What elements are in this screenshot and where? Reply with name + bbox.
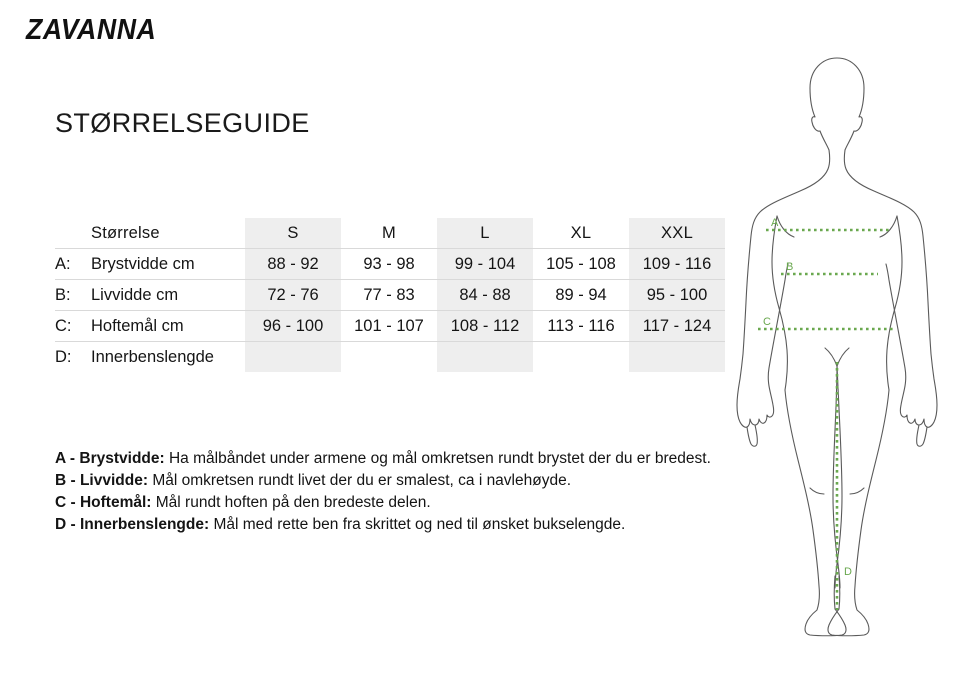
- body-figure-panel: [718, 40, 956, 640]
- instruction-b-text: Mål omkretsen rundt livet der du er smalest, ca i navlehøyde.: [148, 472, 572, 489]
- cell-brystvidde-l: 99 - 104: [437, 249, 533, 280]
- measure-label-a: A: [771, 217, 779, 229]
- left-knee-line: [810, 488, 824, 494]
- header-size-l: L: [437, 218, 533, 249]
- row-label-livvidde: Livvidde cm: [91, 280, 245, 311]
- instruction-a-text: Ha målbåndet under armene og mål omkretsen rundt brystet der du er bredest.: [164, 450, 711, 467]
- cell-livvidde-l: 84 - 88: [437, 280, 533, 311]
- bust-right-curve: [880, 216, 897, 237]
- torso-left-contour: [772, 216, 787, 390]
- right-knee-line: [850, 488, 864, 494]
- measure-label-b: B: [786, 261, 794, 273]
- right-hand-detail: [917, 425, 927, 446]
- measure-label-c: C: [763, 316, 771, 328]
- size-table-container: [55, 218, 725, 372]
- brand-logo: ZAVANNA: [26, 14, 157, 46]
- header-size-s: S: [245, 218, 341, 249]
- cell-innerbenslengde-xxl: [629, 342, 725, 373]
- instruction-b: [55, 470, 725, 491]
- cell-livvidde-s: 72 - 76: [245, 280, 341, 311]
- cell-brystvidde-s: 88 - 92: [245, 249, 341, 280]
- instruction-a-term: A - Brystvidde:: [55, 450, 165, 467]
- row-letter-a: A:: [55, 249, 91, 280]
- row-letter-c: C:: [55, 311, 91, 342]
- size-table: [55, 218, 725, 372]
- cell-hoftemal-xxl: 117 - 124: [629, 311, 725, 342]
- instruction-d: [55, 514, 725, 535]
- instruction-c-term: C - Hoftemål:: [55, 494, 152, 511]
- left-hand-detail: [747, 425, 757, 446]
- row-label-brystvidde: Brystvidde cm: [91, 249, 245, 280]
- cell-brystvidde-xxl: 109 - 116: [629, 249, 725, 280]
- cell-brystvidde-xl: 105 - 108: [533, 249, 629, 280]
- female-body-diagram: [718, 40, 956, 640]
- instruction-d-term: D - Innerbenslengde:: [55, 516, 210, 533]
- table-row: [55, 249, 725, 280]
- header-letter-spacer: [55, 218, 91, 249]
- row-label-innerbenslengde: Innerbenslengde: [91, 347, 214, 366]
- instruction-c: [55, 492, 725, 513]
- cell-innerbenslengde-l: [437, 342, 533, 373]
- cell-innerbenslengde-xl: [533, 342, 629, 373]
- row-letter-b: B:: [55, 280, 91, 311]
- cell-innerbenslengde-m: [341, 342, 437, 373]
- measure-label-d: D: [844, 566, 852, 578]
- table-row: [55, 342, 725, 373]
- measurement-guides: [758, 217, 894, 610]
- header-size-xl: XL: [533, 218, 629, 249]
- instruction-c-text: Mål rundt hoften på den bredeste delen.: [151, 494, 431, 511]
- cell-livvidde-xxl: 95 - 100: [629, 280, 725, 311]
- row-label-hoftemal: Hoftemål cm: [91, 311, 245, 342]
- instruction-d-text: Mål med rette ben fra skrittet og ned til ønsket bukselengde.: [209, 516, 626, 533]
- torso-right-contour: [887, 216, 902, 390]
- instruction-a: [55, 448, 725, 469]
- measurement-instructions: [55, 448, 725, 536]
- table-row: [55, 280, 725, 311]
- cell-hoftemal-s: 96 - 100: [245, 311, 341, 342]
- instruction-b-term: B - Livvidde:: [55, 472, 149, 489]
- header-size-label: Størrelse: [91, 218, 245, 249]
- table-header-row: [55, 218, 725, 249]
- cell-livvidde-m: 77 - 83: [341, 280, 437, 311]
- cell-innerbenslengde-s: [245, 342, 341, 373]
- cell-brystvidde-m: 93 - 98: [341, 249, 437, 280]
- bust-left-curve: [777, 216, 794, 237]
- cell-livvidde-xl: 89 - 94: [533, 280, 629, 311]
- header-size-xxl: XXL: [629, 218, 725, 249]
- cell-hoftemal-l: 108 - 112: [437, 311, 533, 342]
- page-title: STØRRELSEGUIDE: [55, 108, 310, 138]
- table-row: [55, 311, 725, 342]
- row-letter-d: D:: [55, 347, 72, 366]
- cell-hoftemal-xl: 113 - 116: [533, 311, 629, 342]
- cell-hoftemal-m: 101 - 107: [341, 311, 437, 342]
- header-size-m: M: [341, 218, 437, 249]
